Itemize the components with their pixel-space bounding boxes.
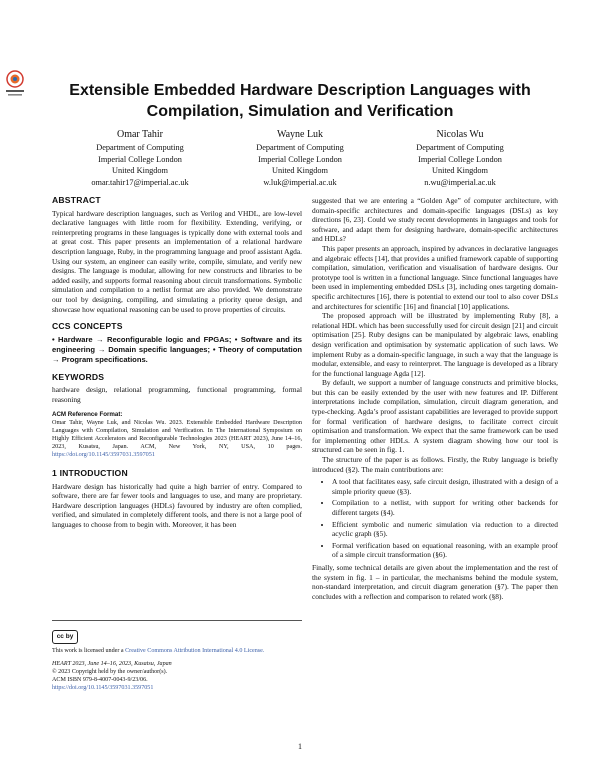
ccs-heading: CCS CONCEPTS (52, 321, 123, 332)
title-line-1: Extensible Embedded Hardware Description Languages with (69, 82, 531, 99)
copyright: © 2023 Copyright held by the owner/author(s). (52, 669, 168, 675)
author-2 (220, 128, 380, 188)
right-column (312, 196, 558, 601)
license-link[interactable]: Creative Commons Attribution International 4.0 License. (125, 648, 265, 654)
author-institution: Imperial College London (418, 154, 502, 164)
author-institution: Imperial College London (98, 154, 182, 164)
author-name: Omar Tahir (116, 129, 164, 140)
ccs-concepts: • Hardware → Reconfigurable logic and FPGAs; • Software and its engineering → Domain specific languages; • Theory of computation → Program specifications. (52, 334, 302, 364)
license-note (52, 647, 302, 655)
left-column (52, 196, 302, 530)
title-line-2: Compilation, Simulation and Verification (146, 103, 454, 120)
body-paragraph: By default, we support a number of language constructs and primitive blocks, but this can be easily extended by the user with new features and IP. Different interpretations include compilation, simulation, circuit diagram generation, and type-checking. Agda’s proof assistant capabilities are leveraged to provide support for formal verification of hardware designs, to facilitate correct circuit optimisation and transformation. We expect that the same framework can be used for implementing other HDLs. A system diagram showing how our tool is structured can be seen in fig. 1. (312, 378, 558, 455)
author-country: United Kingdom (432, 166, 488, 175)
author-email[interactable]: n.wu@imperial.ac.uk (424, 177, 496, 187)
author-name: Wayne Luk (276, 129, 324, 140)
author-country: United Kingdom (112, 166, 168, 175)
acm-reference (52, 419, 302, 459)
isbn: ACM ISBN 979-8-4007-0043-9/23/06. (52, 677, 148, 683)
abstract-text: Typical hardware description languages, such as Verilog and VHDL, are low-level declarative languages with little room for flexibility. Extending, verifying, or reinterpreting programs in these languages is typically done with external tools and at great cost. This paper presents an implementation of a relational hardware description language, Ruby, in the programming language and proof assistant Agda. Using our system, an engineer can easily write, compile, simulate, and verify new designs. The language is modular, allowing for new constructs and libraries to be added easily, and supports formal reasoning about circuit transformations. Symbolic simulation and compilation to a netlist format are also provided. We demonstrate our tool by designing, compiling, and simulating a priority queue design, and showcase how equational reasoning can be used to prove properties of circuits. (52, 208, 302, 314)
body-paragraph: This paper presents an approach, inspired by advances in declarative languages and algebraic effects [14], that provides a unified framework capable of supporting compilation, simulation, verification and visualisation of hardware designs. Our prototype tool is written in a functional language. Since functional languages have been used in implementing embedded DSLs [3], including ones targeting domain-specific architectures [16], there is potential to extend our tool to also cover DSLs and architectures for scientific [16] and financial [10] applications. (312, 243, 558, 311)
author-email[interactable]: omar.tahir17@imperial.ac.uk (91, 177, 189, 187)
page-number: 1 (298, 742, 302, 751)
author-dept: Department of Computing (416, 143, 504, 152)
doi-link[interactable]: https://doi.org/10.1145/3597031.3597051 (52, 685, 154, 691)
author-dept: Department of Computing (96, 143, 184, 152)
acm-reference-heading: ACM Reference Format: (52, 410, 123, 418)
author-dept: Department of Computing (256, 143, 344, 152)
intro-heading: 1 INTRODUCTION (52, 468, 128, 479)
paper-title (40, 80, 560, 122)
acm-badge-icon[interactable] (4, 70, 26, 100)
keywords-text: hardware design, relational programming, functional programming, formal reasoning (52, 385, 302, 404)
body-paragraph: The proposed approach will be illustrated by implementing Ruby [8], a relational HDL which has been successfully used for circuit design [21] and circuit optimisation [25]. Ruby designs can be manipulated by algebraic laws, enabling design verification and optimisation by systematic application of such laws. We implement Ruby as a domain-specific language, in such a way that the language is modular, extensible, and easy to reinterpret. The language is developed as a library for the functional language Agda [12]. (312, 311, 558, 378)
author-3 (380, 128, 540, 188)
list-item: • Efficient symbolic and numeric simulation via reduction to a directed acyclic graph (§5). (332, 520, 558, 539)
author-country: United Kingdom (272, 166, 328, 175)
abstract-heading: ABSTRACT (52, 195, 101, 205)
intro-paragraph: Hardware design has historically had quite a high barrier of entry. Compared to software, there are far fewer tools and languages to use, and many are proprietary. Hardware description languages (HDLs) favoured by industry are often complied, verified, and simulated in completely different tools, and there is not a large pool of languages to choose from to begin with. Moreover, it has been (52, 481, 302, 530)
author-block (60, 128, 540, 188)
acm-reference-doi-link[interactable]: https://doi.org/10.1145/3597031.3597051 (52, 451, 155, 459)
list-item: • A tool that facilitates easy, safe circuit design, illustrated with a design of a simple priority queue (§3). (332, 477, 558, 496)
body-paragraph: suggested that we are entering a “Golden Age” of computer architecture, with domain-specific architectures and domain-specific languages (DSLs) as key directions [6, 23]. Could we study recent developments in languages and tools for software, and adapt them for designing hardware, domain-specific architectures and HDLs? (312, 196, 558, 244)
venue: HEART 2023, June 14–16, 2023, Kusatsu, Japan (52, 661, 172, 667)
body-paragraph: The structure of the paper is as follows. Firstly, the Ruby language is briefly introduced (§2). The main contributions are: (312, 455, 558, 474)
cc-by-icon[interactable]: cc by (52, 630, 78, 644)
keywords-heading: KEYWORDS (52, 371, 105, 382)
body-paragraph: Finally, some technical details are given about the implementation and the rest of the system in fig. 1 – in particular, the mechanisms behind the module system, non-standard interpretation, and circuit diagram generation (§7). The paper then concludes with a reflection and comparison to related work (§8). (312, 562, 558, 601)
acm-reference-text: Omar Tahir, Wayne Luk, and Nicolas Wu. 2023. Extensible Embedded Hardware Description Languages with Compilation, Simulation and Verification. In The International Symposium on Highly Efficient Accelerators and Reconfigurable Technologies 2023 (HEART 2023), June 14–16, 2023, Kusatsu, Japan. ACM, New York, NY, USA, 10 pages. (52, 419, 302, 451)
author-institution: Imperial College London (258, 154, 342, 164)
license-block (52, 620, 302, 692)
list-item: • Formal verification based on equational reasoning, with an example proof of a simple circuit transformation (§6). (332, 541, 558, 560)
list-item: • Compilation to a netlist, with support for writing other backends for different targets (§4). (332, 498, 558, 517)
author-name: Nicolas Wu (436, 129, 484, 140)
license-note-prefix: This work is licensed under a (52, 648, 126, 654)
publication-meta (52, 660, 302, 692)
contributions-list (312, 477, 558, 560)
author-email[interactable]: w.luk@imperial.ac.uk (263, 177, 337, 187)
author-1 (60, 128, 220, 188)
